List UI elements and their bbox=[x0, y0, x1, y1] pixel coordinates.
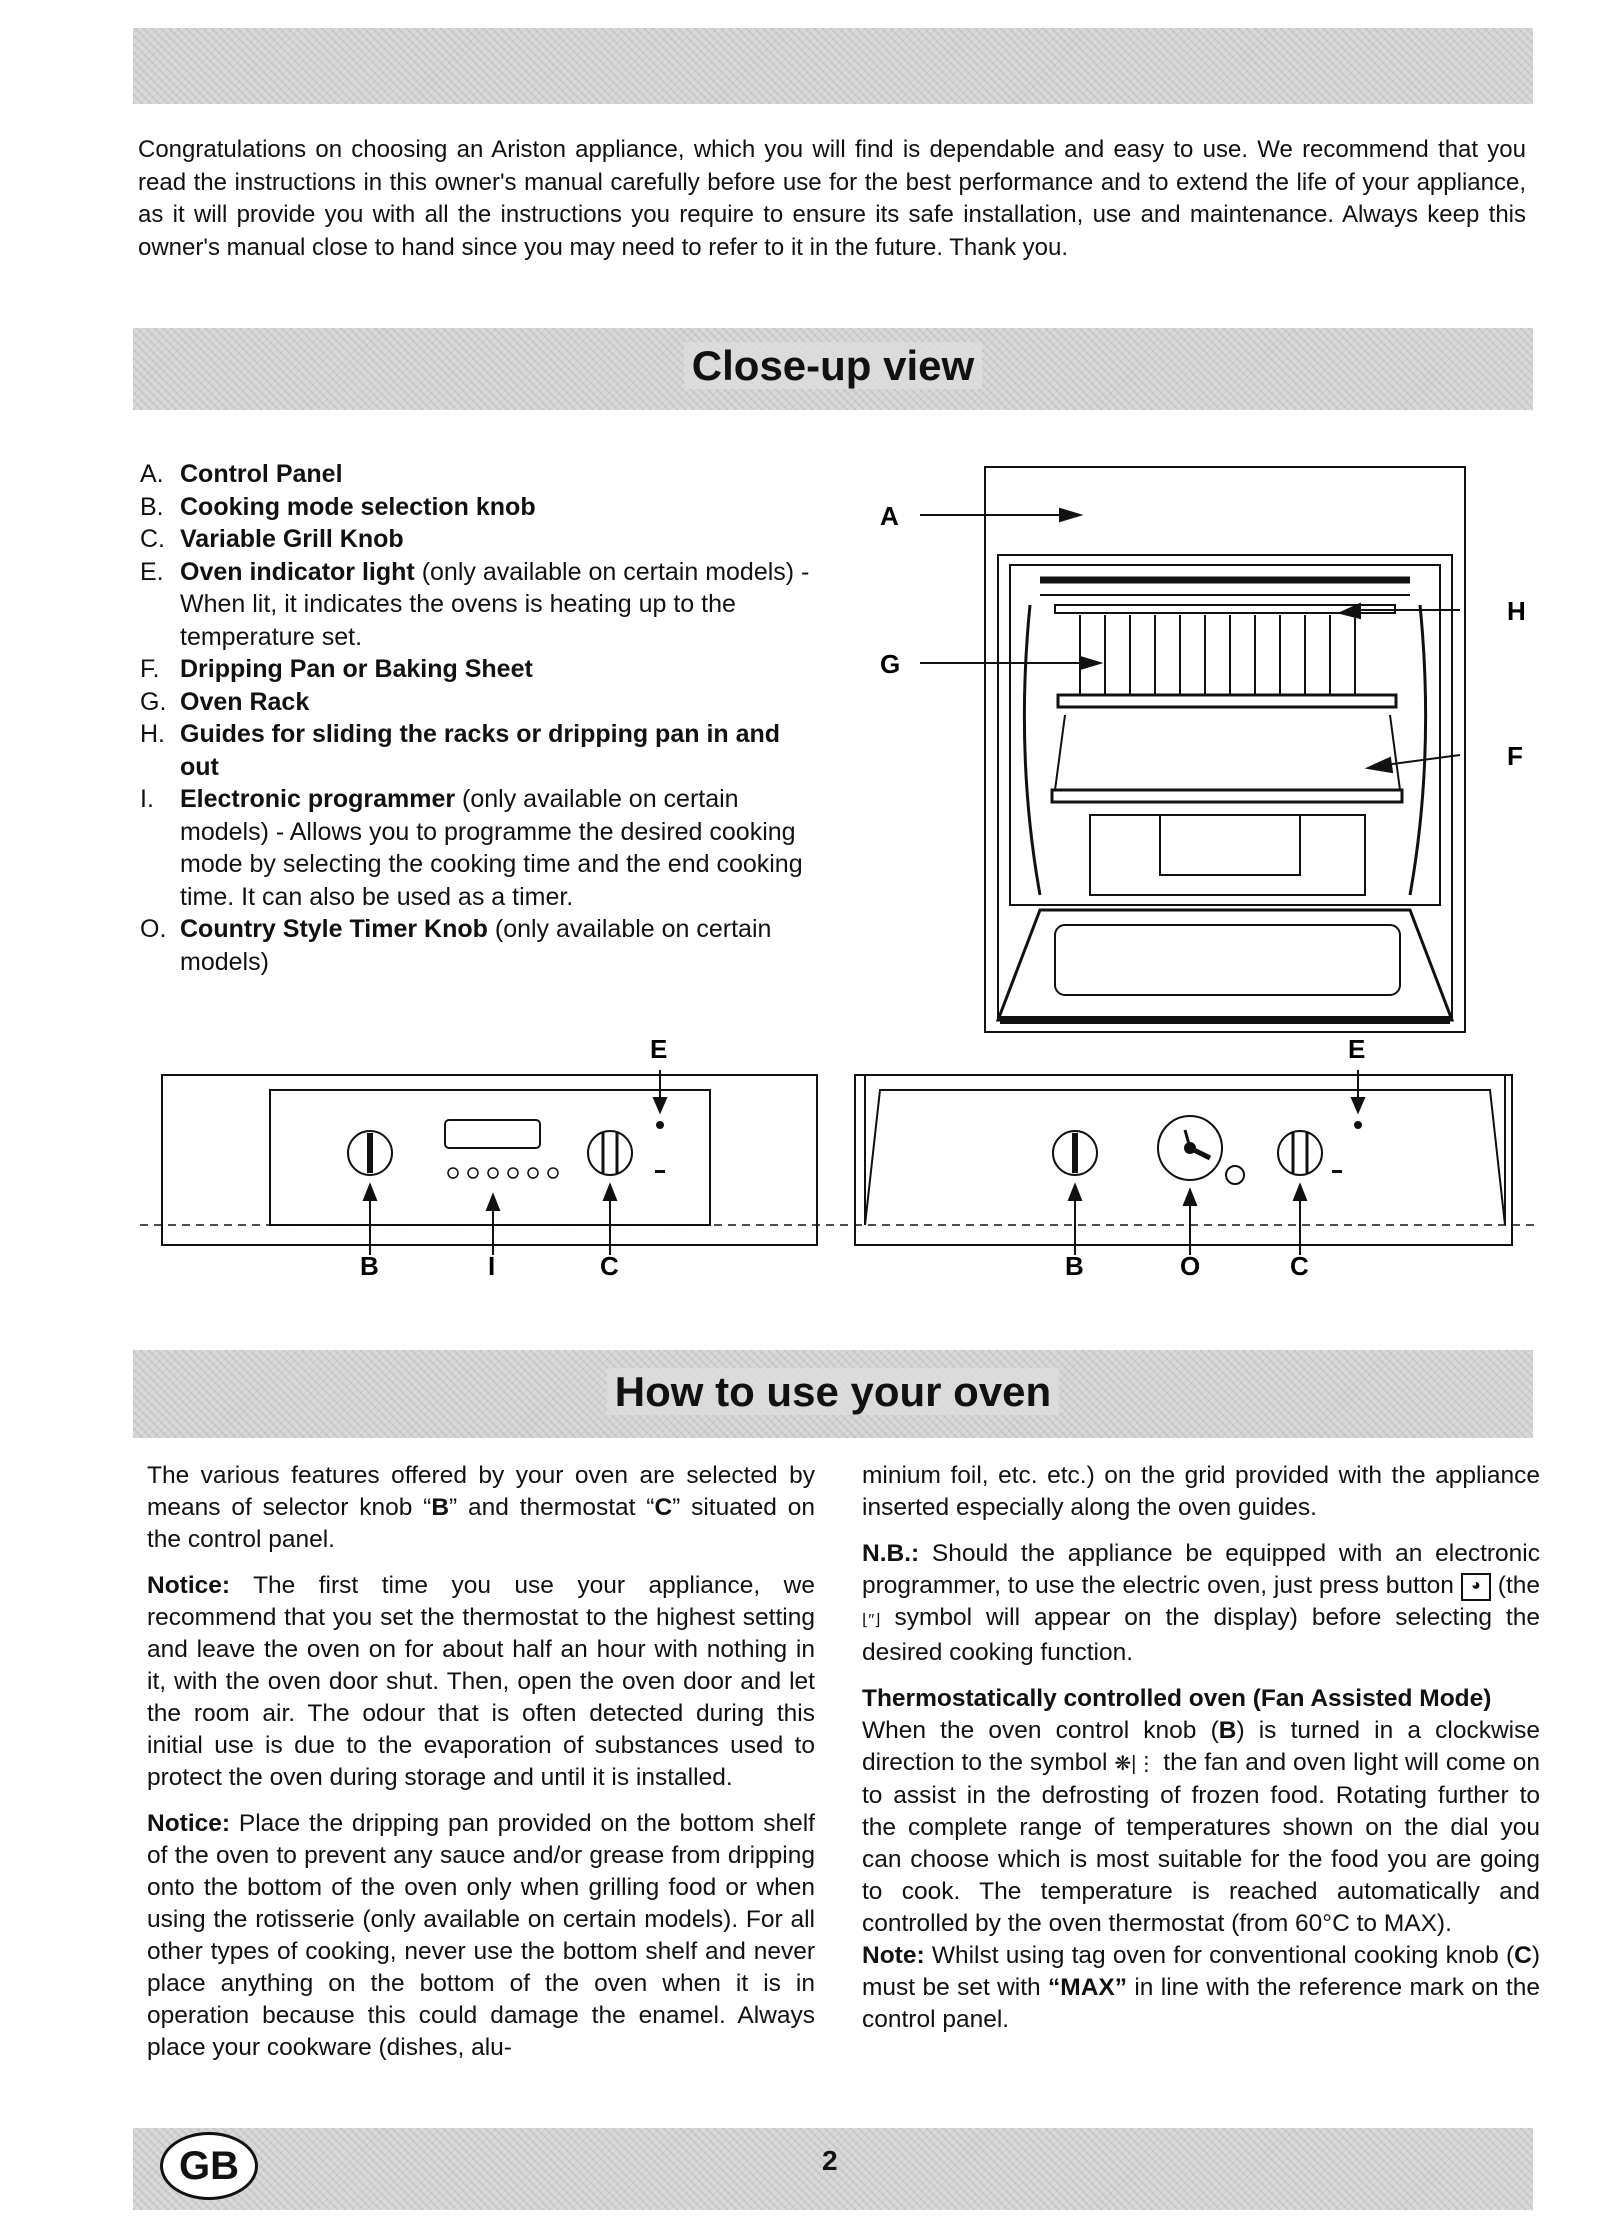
notice-dripping-pan: Notice: Place the dripping pan provided on the bottom shelf of the oven to prevent any sauce and/or grease from dripping onto the bottom of the oven only when grilling food or when using the rotisserie (only available on certain models). For all other types of cooking, never use the bottom shelf and never place anything on the bottom of the oven when it is in operation because this could damage the enamel. Always place your cookware (dishes, alu- bbox=[147, 1810, 815, 2061]
howto-title: How to use your oven bbox=[133, 1368, 1533, 1416]
component-legend bbox=[140, 458, 820, 978]
label-f: F bbox=[1507, 741, 1523, 771]
oven-guides-paragraph: minium foil, etc. etc.) on the grid provided with the appliance inserted especially along the oven guides. bbox=[862, 1462, 1540, 1521]
notice-first-use: Notice: The first time you use your appliance, we recommend that you set the thermostat to the highest setting and leave the oven on for about half an hour with nothing in it, with the oven door shut. Then, open the oven door and let the room air. The odour that is often detected during this initial use is due to the evaporation of substances used to protect the oven during storage and until it is installed. bbox=[147, 1572, 815, 1791]
control-panels-illustration bbox=[140, 1030, 1540, 1280]
fan-assisted-heading: Thermostatically controlled oven (Fan Assisted Mode) bbox=[862, 1685, 1492, 1712]
panel-right-label-e: E bbox=[1348, 1034, 1366, 1064]
closeup-band bbox=[133, 328, 1533, 410]
howto-intro-paragraph: The various features offered by your oven are selected by means of selector knob “B” and thermostat “C” situated on the control panel. bbox=[147, 1462, 815, 1553]
legend-item-c: C. Variable Grill Knob bbox=[140, 525, 404, 553]
label-a: A bbox=[880, 501, 899, 531]
legend-item-f: F. Dripping Pan or Baking Sheet bbox=[140, 655, 533, 683]
legend-item-b: B. Cooking mode selection knob bbox=[140, 492, 536, 521]
panel-left-label-c: C bbox=[600, 1251, 619, 1280]
howto-left-column bbox=[147, 1460, 815, 2078]
oven-illustration bbox=[880, 455, 1600, 1040]
label-h: H bbox=[1507, 596, 1526, 626]
header-band bbox=[133, 28, 1533, 104]
howto-right-column bbox=[862, 1460, 1540, 2050]
panel-right-label-b: B bbox=[1065, 1251, 1084, 1280]
panel-right-label-o: O bbox=[1180, 1251, 1201, 1280]
note-conventional: Note: Whilst using tag oven for conventional cooking knob (C) must be set with “MAX” in line with the reference mark on the control panel. bbox=[862, 1942, 1540, 2033]
fan-assisted-paragraph: When the oven control knob (B) is turned in a clockwise direction to the symbol ❋|⋮ the fan and oven light will come on to assist in the defrosting of frozen food. Rotating further to the complete range of temperatures shown on the dial you can choose which is most suitable for the food you are going to cook. The temperature is reached automatically and controlled by the oven thermostat (from 60°C to MAX). bbox=[862, 1717, 1540, 1937]
defrost-fan-icon: ❋|⋮ bbox=[1114, 1753, 1157, 1775]
legend-item-a: A. Control Panel bbox=[140, 460, 343, 488]
legend-item-o: O. Country Style Timer Knob (only available on certain models) bbox=[140, 915, 772, 976]
programmer-button-icon: ◕ bbox=[1461, 1573, 1491, 1601]
intro-paragraph: Congratulations on choosing an Ariston appliance, which you will find is dependable and easy to use. We recommend that you read the instructions in this owner's manual carefully before use for the best performance and to extend the life of your appliance, as it will provide you with all the instructions you require to ensure its safe installation, use and maintenance. Always keep this owner's manual close to hand since you may need to refer to it in the future. Thank you. bbox=[138, 136, 1526, 261]
legend-item-h: H. Guides for sliding the racks or dripping pan in and out bbox=[140, 720, 781, 781]
legend-item-e: E. Oven indicator light (only available on certain models) - When lit, it indicates the ovens is heating up to the temperature set. bbox=[140, 557, 810, 651]
panel-left-label-i: I bbox=[488, 1251, 496, 1280]
legend-item-i: I. Electronic programmer (only available on certain models) - Allows you to programme the desired cooking mode by selecting the cooking time and the end cooking time. It can also be used as a timer. bbox=[140, 785, 803, 911]
nb-programmer: N.B.: Should the appliance be equipped with an electronic programmer, to use the electric oven, just press button ◕ (the ⌊′′⌋ symbol will appear on the display) before selecting the desired cooking function. bbox=[862, 1540, 1540, 1666]
panel-left-label-b: B bbox=[360, 1251, 379, 1280]
howto-band bbox=[133, 1350, 1533, 1438]
panel-right-label-c: C bbox=[1290, 1251, 1309, 1280]
cooking-symbol-icon: ⌊′′⌋ bbox=[862, 1612, 881, 1629]
legend-item-g: G. Oven Rack bbox=[140, 687, 310, 716]
closeup-title: Close-up view bbox=[133, 342, 1533, 390]
label-g: G bbox=[880, 649, 901, 679]
country-badge: GB bbox=[160, 2132, 258, 2200]
page-number: 2 bbox=[822, 2145, 838, 2176]
panel-left-label-e: E bbox=[650, 1034, 668, 1064]
